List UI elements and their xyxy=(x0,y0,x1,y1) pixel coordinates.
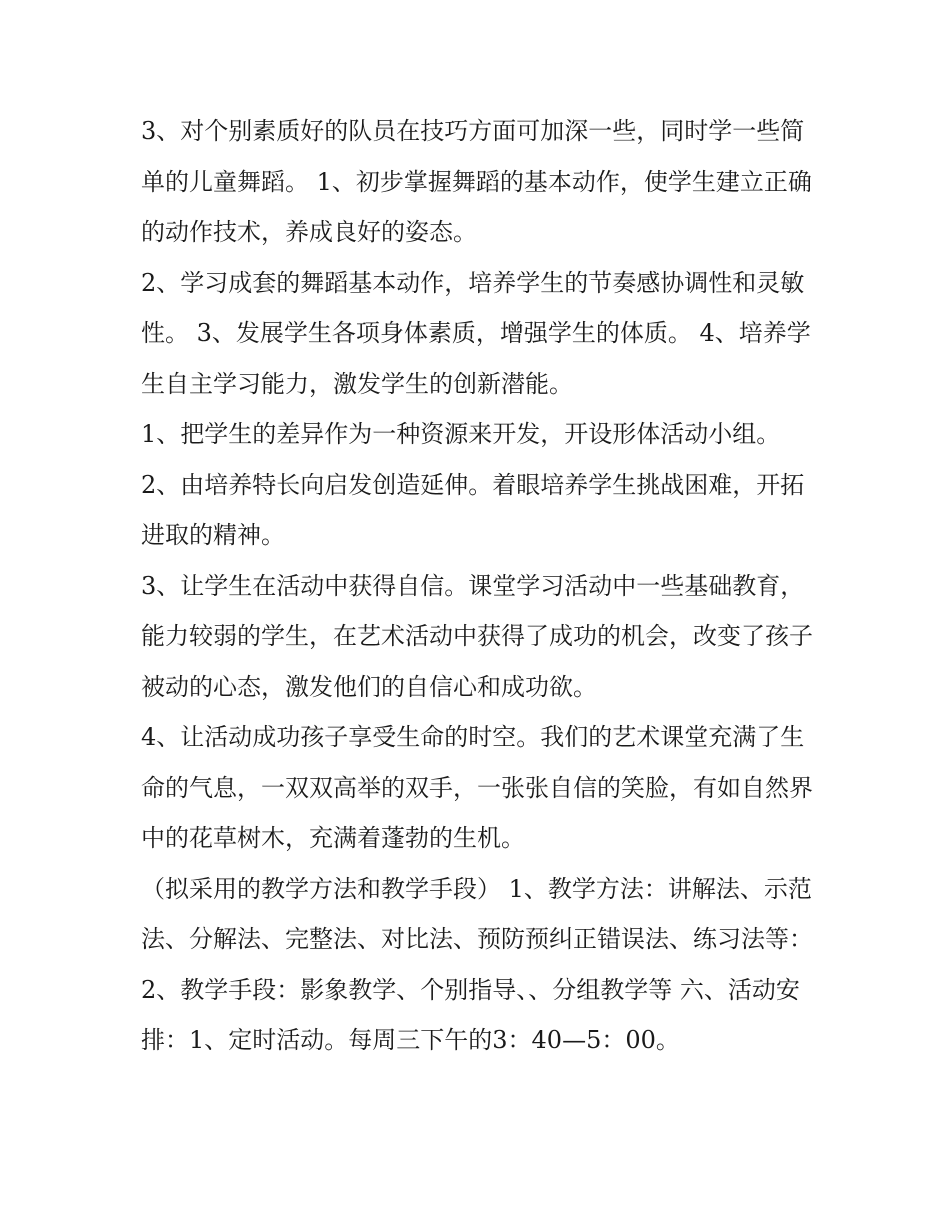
paragraph-2: 2、学习成套的舞蹈基本动作，培养学生的节奏感协调性和灵敏性。 3、发展学生各项身体素质，增强学生的体质。 4、培养学生自主学习能力，激发学生的创新潜能。 xyxy=(141,268,811,398)
paragraph-7: （拟采用的教学方法和教学手段） 1、教学方法：讲解法、示范法、分解法、完整法、对比法、预防预纠正错误法、练习法等： xyxy=(141,874,813,953)
paragraph-3: 1、把学生的差异作为一种资源来开发，开设形体活动小组。 xyxy=(141,420,781,448)
paragraph-8: 2、教学手段：影象教学、个别指导、、分组教学等 六、活动安排：1、定时活动。每周三下午的3：40—5：00。 xyxy=(141,975,800,1054)
paragraph-6: 4、让活动成功孩子享受生命的时空。我们的艺术课堂充满了生命的气息，一双双高举的双手，一张张自信的笑脸，有如自然界中的花草树木，充满着蓬勃的生机。 xyxy=(141,723,813,852)
paragraph-4: 2、由培养特长向启发创造延伸。着眼培养学生挑战困难，开拓进取的精神。 xyxy=(141,470,805,549)
paragraph-1: 3、对个别素质好的队员在技巧方面可加深一些，同时学一些简单的儿童舞蹈。 1、初步掌握舞蹈的基本动作，使学生建立正确的动作技术，养成良好的姿态。 xyxy=(141,117,812,246)
document-body xyxy=(141,106,821,1066)
paragraph-5: 3、让学生在活动中获得自信。课堂学习活动中一些基础教育，能力较弱的学生，在艺术活动中获得了成功的机会，改变了孩子被动的心态，激发他们的自信心和成功欲。 xyxy=(141,571,813,701)
